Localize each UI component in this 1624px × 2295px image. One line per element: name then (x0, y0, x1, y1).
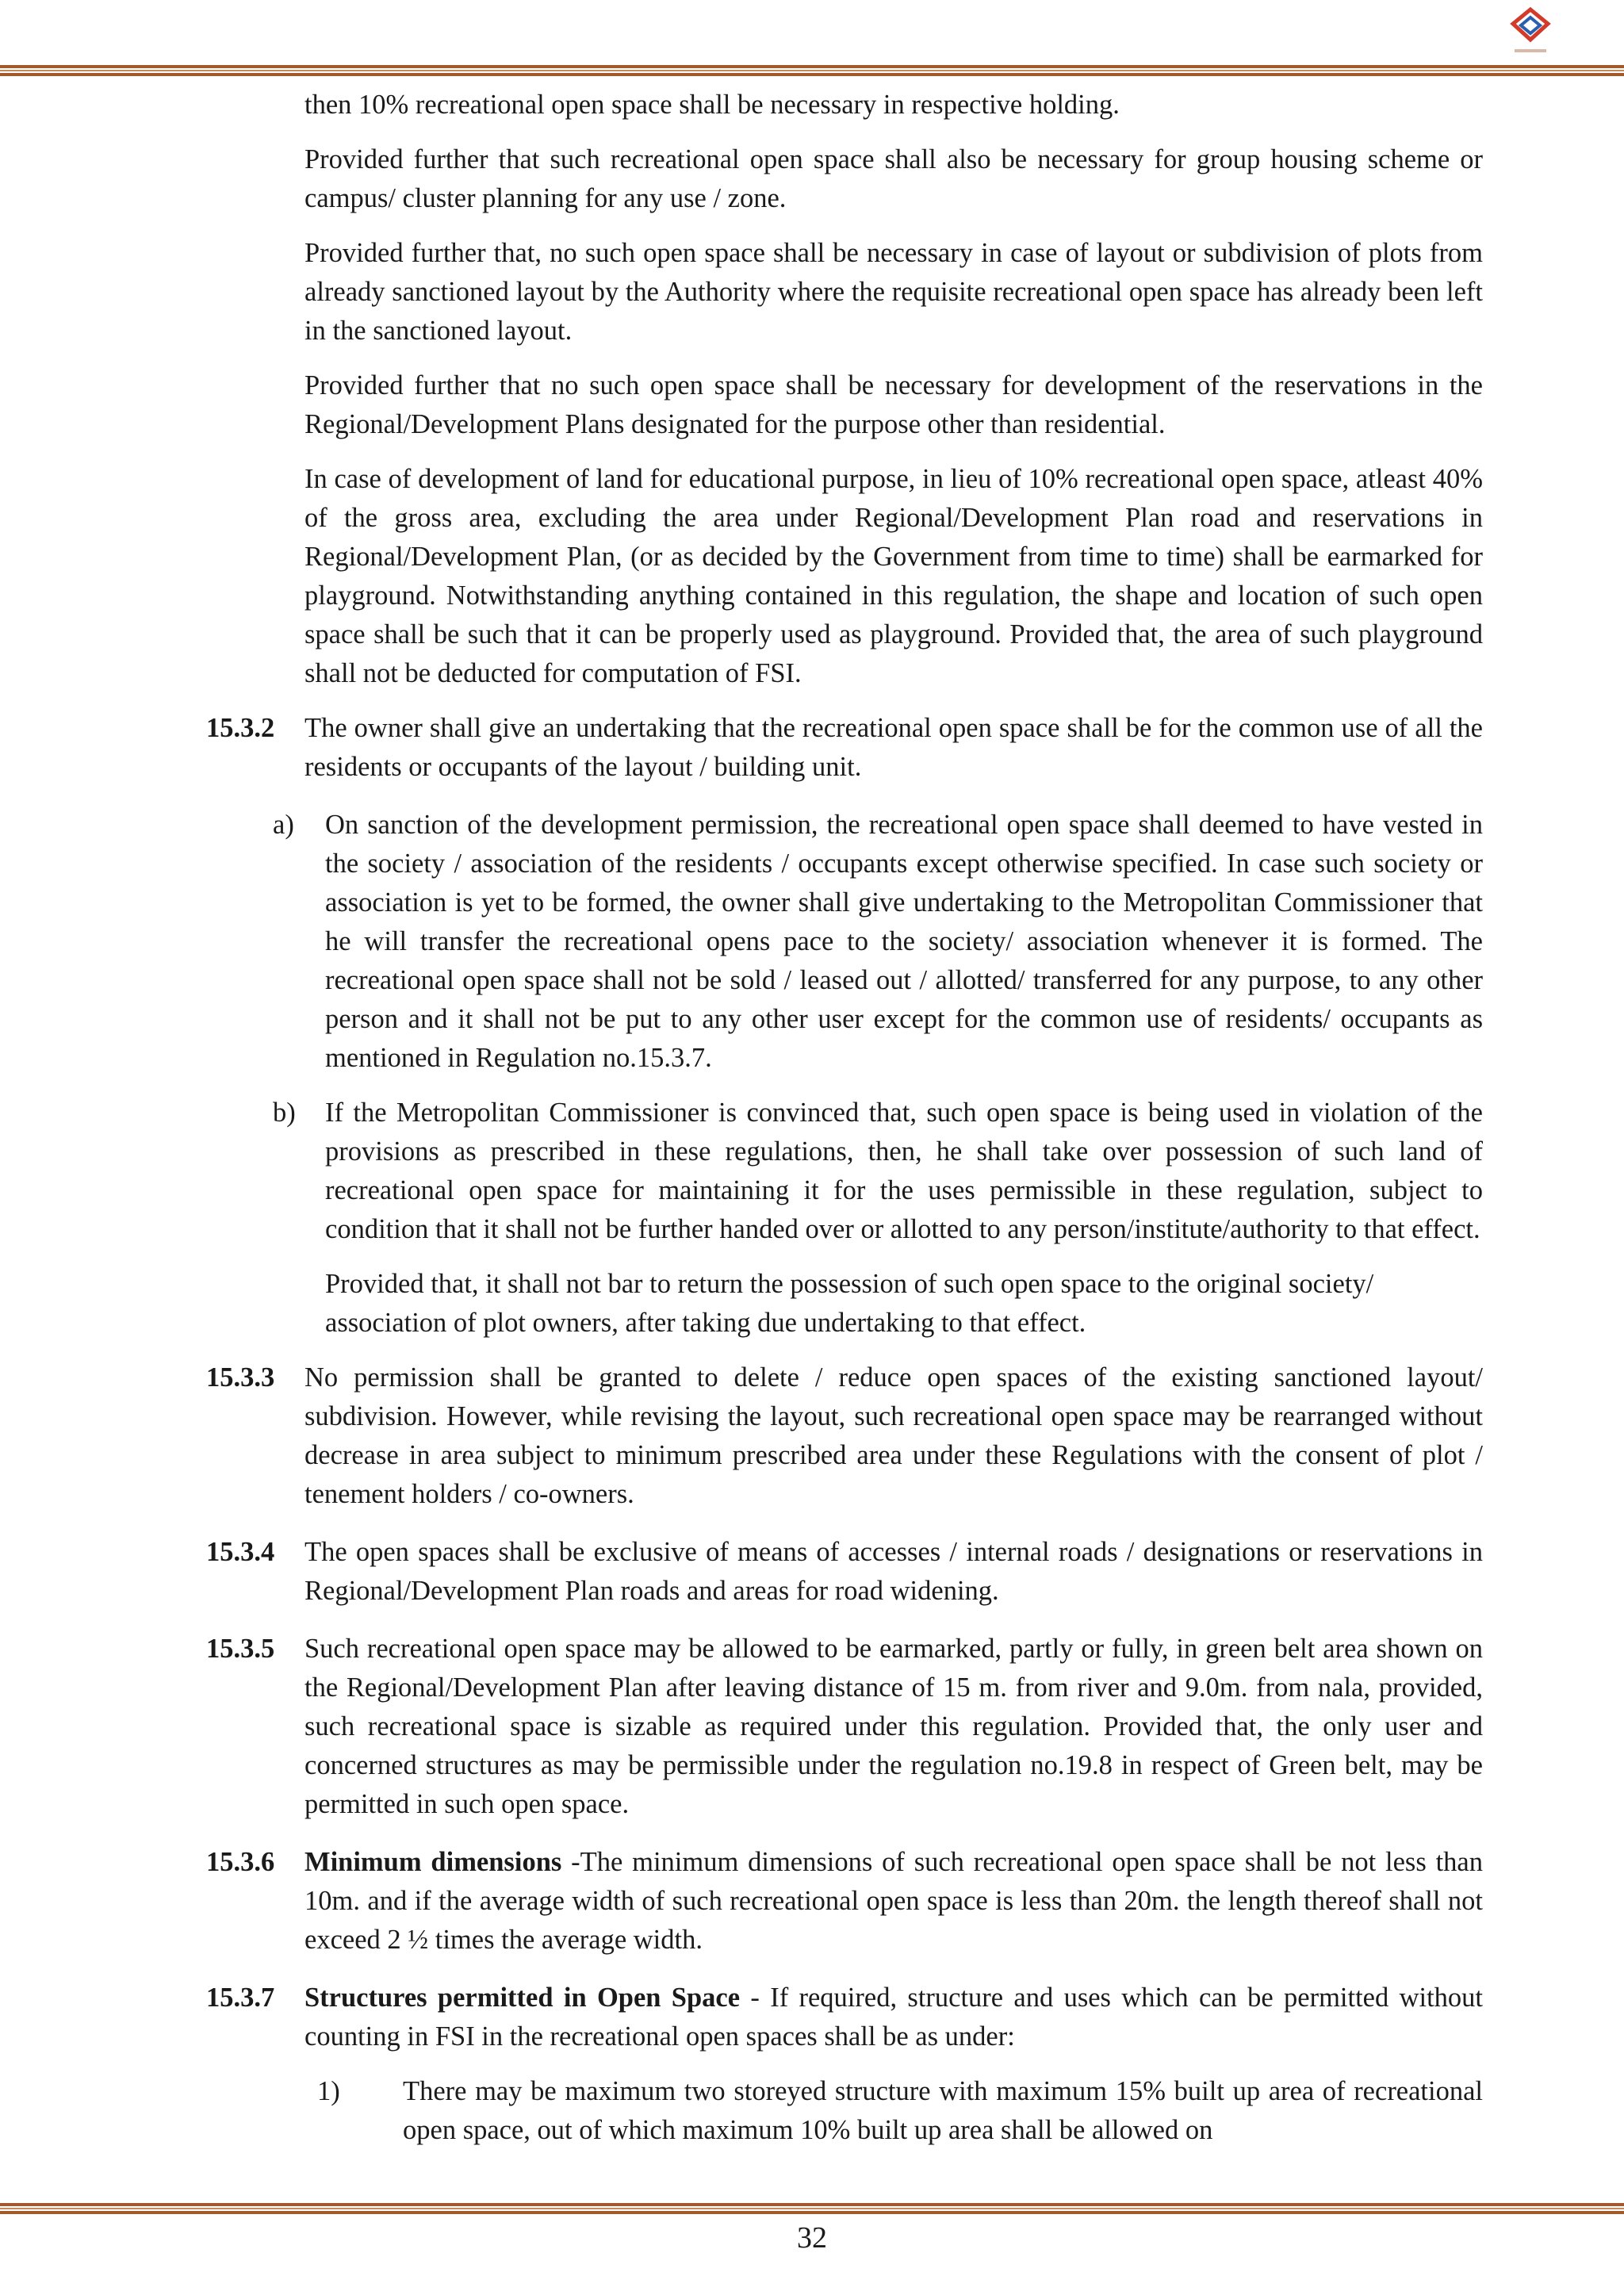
list-item-a (206, 806, 1483, 1078)
list-item-text: If the Metropolitan Commissioner is convinced that, such open space is being used in violation of the provisions as prescribed in these regulations, then, he shall take over possession of such land of recreational open space for maintaining it for the uses permissible in these regulation, subject to condition that it shall not be further handed over or allotted to any person/institute/authority to that effect. (325, 1098, 1483, 1244)
list-item-1 (206, 2072, 1483, 2150)
section-15-3-5 (206, 1630, 1483, 1824)
page-number: 32 (797, 2221, 827, 2255)
section-text: The open spaces shall be exclusive of means of accesses / internal roads / designations or reservations in Regional/Development Plan roads and areas for road widening. (304, 1537, 1483, 1606)
header-rule-middle (0, 70, 1624, 71)
paragraph-educational-purpose: In case of development of land for educational purpose, in lieu of 10% recreational open space, atleast 40% of the gross area, excluding the area under Regional/Development Plan road and reservations in Regional/Development Plan, (or as decided by the Government from time to time) shall be earmarked for playground. Notwithstanding anything contained in this regulation, the shape and location of such open space shall be such that it can be properly used as playground. Provided that, the area of such playground shall not be deducted for computation of FSI. (304, 464, 1483, 688)
paragraph-open-space-holding: then 10% recreational open space shall be necessary in respective holding. (304, 90, 1120, 120)
section-15-3-7 (206, 1979, 1483, 2056)
section-text: The owner shall give an undertaking that the recreational open space shall be for the common use of all the residents or occupants of the layout / building unit. (304, 713, 1483, 782)
section-15-3-4 (206, 1533, 1483, 1611)
list-item-b (206, 1094, 1483, 1249)
list-item-text: There may be maximum two storeyed structure with maximum 15% built up area of recreational open space, out of which maximum 10% built up area shall be allowed on (403, 2076, 1483, 2145)
paragraph-group-housing: Provided further that such recreational open space shall also be necessary for group housing scheme or campus/ cluster planning for any use / zone. (304, 144, 1483, 213)
section-number: 15.3.5 (206, 1634, 275, 1664)
footer-rule-top (0, 2203, 1624, 2206)
header-rule-top (0, 65, 1624, 68)
section-number: 15.3.6 (206, 1847, 275, 1877)
list-marker: 1) (317, 2076, 340, 2106)
section-number: 15.3.7 (206, 1983, 275, 2013)
section-15-3-2 (206, 709, 1483, 787)
section-number: 15.3.3 (206, 1362, 275, 1393)
section-text: - If required, structure and uses which can be permitted without counting in FSI in the recreational open spaces shall be as under: (304, 1983, 1483, 2052)
paragraph-sanctioned-layout: Provided further that, no such open space shall be necessary in case of layout or subdivision of plots from already sanctioned layout by the Authority where the requisite recreational open space has already been left in the sanctioned layout. (304, 238, 1483, 346)
footer-rule-middle (0, 2208, 1624, 2209)
document-body (206, 86, 1483, 2166)
section-heading: Structures permitted in Open Space (304, 1983, 741, 2013)
header-rule-bottom (0, 73, 1624, 76)
list-marker: a) (273, 810, 294, 840)
section-15-3-3 (206, 1358, 1483, 1514)
section-heading: Minimum dimensions (304, 1847, 562, 1877)
list-item-text: On sanction of the development permission, the recreational open space shall deemed to have vested in the society / association of the residents / occupants except otherwise specified. In case such society or association is yet to be formed, the owner shall give undertaking to the Metropolitan Commissioner that he will transfer the recreational opens pace to the society/ association whenever it is formed. The recreational open space shall not be sold / leased out / allotted/ transferred for any purpose, to any other person and it shall not be put to any other user except for the common use of residents/ occupants as mentioned in Regulation no.15.3.7. (325, 810, 1483, 1073)
paragraph-proviso-return-possession: Provided that, it shall not bar to return the possession of such open space to the original society/ association of plot owners, after taking due undertaking to that effect. (325, 1269, 1374, 1338)
section-text: -The minimum dimensions of such recreational open space shall be not less than 10m. and if the average width of such recreational open space is less than 20m. the length thereof shall not exceed 2 ½ times the average width. (304, 1847, 1483, 1955)
paragraph-reservations: Provided further that no such open space shall be necessary for development of the reservations in the Regional/Development Plans designated for the purpose other than residential. (304, 370, 1483, 439)
footer-rule-bottom (0, 2211, 1624, 2214)
section-number: 15.3.4 (206, 1537, 275, 1567)
brand-logo-icon (1508, 6, 1553, 62)
list-marker: b) (273, 1098, 296, 1128)
section-text: Such recreational open space may be allowed to be earmarked, partly or fully, in green belt area shown on the Regional/Development Plan after leaving distance of 15 m. from river and 9.0m. from nala, provided, such recreational space is sizable as required under this regulation. Provided that, the only user and concerned structures as may be permissible under the regulation no.19.8 in respect of Green belt, may be permitted in such open space. (304, 1634, 1483, 1819)
section-15-3-6 (206, 1843, 1483, 1960)
section-number: 15.3.2 (206, 713, 275, 743)
section-text: No permission shall be granted to delete / reduce open spaces of the existing sanctioned layout/ subdivision. However, while revising the layout, such recreational open space may be rearranged without decrease in area subject to minimum prescribed area under these Regulations with the consent of plot / tenement holders / co-owners. (304, 1362, 1483, 1509)
